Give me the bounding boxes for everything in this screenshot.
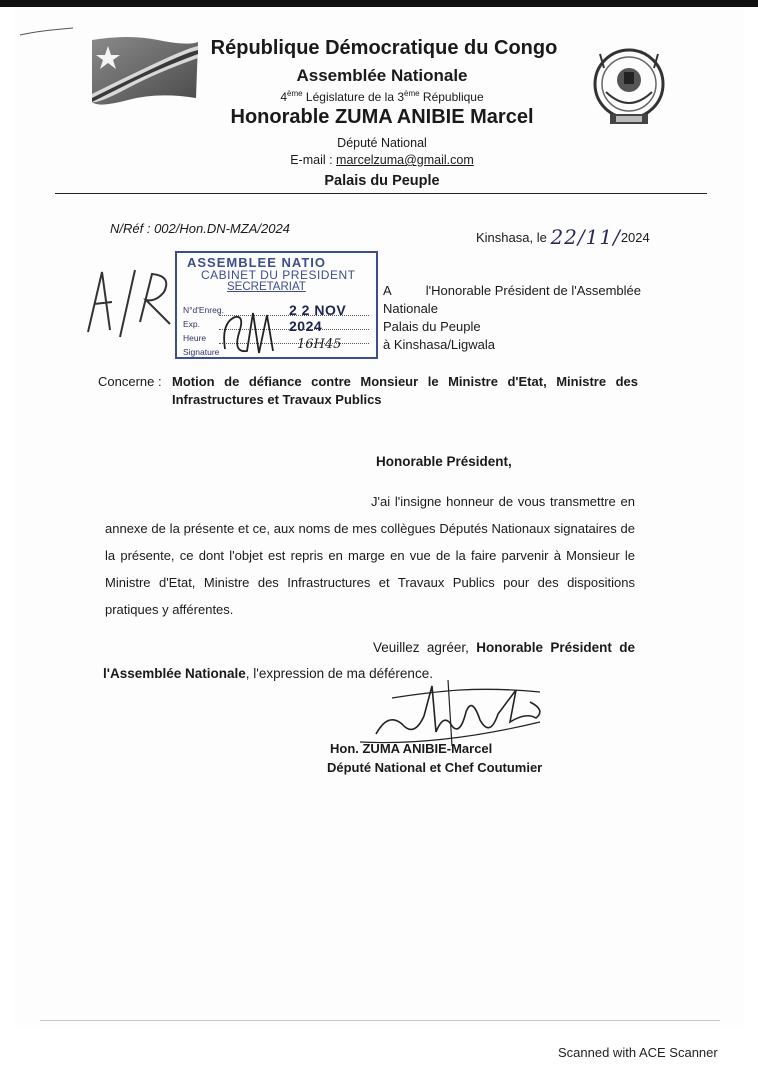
country-heading: République Démocratique du Congo: [210, 37, 558, 59]
letter-body: J'ai l'insigne honneur de vous transmettre en annexe de la présente et ce, aux noms de mes collègues Députés Nationaux signataires de la présente, ce dont l'objet est repris en marge en vue de la faire parvenir à Monsieur le Ministre d'Etat, Ministre des Infrastructures et Travaux Publics pour des dispositions pratiques y afférentes.: [105, 494, 635, 617]
header-divider: [55, 193, 707, 194]
page-bottom-edge: [40, 1020, 720, 1021]
handwritten-date: 22/11/: [550, 225, 621, 249]
signatory-name: Hon. ZUMA ANIBIE-Marcel: [330, 741, 493, 756]
stamp-time: 16H45: [297, 337, 342, 352]
addressee-block: A l'Honorable Président de l'Assemblée Nationale Palais du Peuple à Kinshasa/Ligwala: [383, 283, 641, 352]
closing-formula: Veuillez agréer, Honorable Président de l'Assemblée Nationale, l'expression de ma déférence.: [103, 640, 635, 681]
email-link[interactable]: marcelzuma@gmail.com: [336, 153, 474, 167]
salutation: Honorable Président,: [376, 454, 512, 469]
deputy-role: Député National: [337, 136, 427, 150]
reference-number: N/Réf : 002/Hon.DN-MZA/2024: [110, 221, 290, 236]
letter-date: Kinshasa, le 22/11/2024: [476, 225, 650, 249]
scanner-watermark: Scanned with ACE Scanner: [558, 1045, 718, 1060]
assembly-heading: Assemblée Nationale: [296, 66, 468, 85]
signatory-title: Député National et Chef Coutumier: [327, 760, 543, 775]
scanner-top-bar: [0, 0, 758, 7]
subject-label: Concerne :: [98, 374, 162, 389]
legislature-line: 4ème Législature de la 3ème République: [280, 89, 484, 104]
email-label: E-mail :: [290, 153, 337, 167]
email-line: [0, 153, 758, 167]
stamp-date: 2 2 NOV 2024: [289, 302, 347, 334]
subject-text: Motion de défiance contre Monsieur le Ministre d'Etat, Ministre des Infrastructures et Travaux Publics: [172, 374, 638, 407]
received-stamp: ASSEMBLEE NATIO CABINET DU PRESIDENT SECRETARIAT N°d'Enreg. Exp. Heure Signature 2 2 NOV 2024 16H45: [175, 251, 378, 359]
handwritten-initials: [80, 262, 190, 352]
deputy-name-heading: Honorable ZUMA ANIBIE Marcel: [230, 106, 534, 128]
palace-heading: Palais du Peuple: [324, 173, 440, 189]
stamp-signature-scribble: [217, 303, 287, 359]
